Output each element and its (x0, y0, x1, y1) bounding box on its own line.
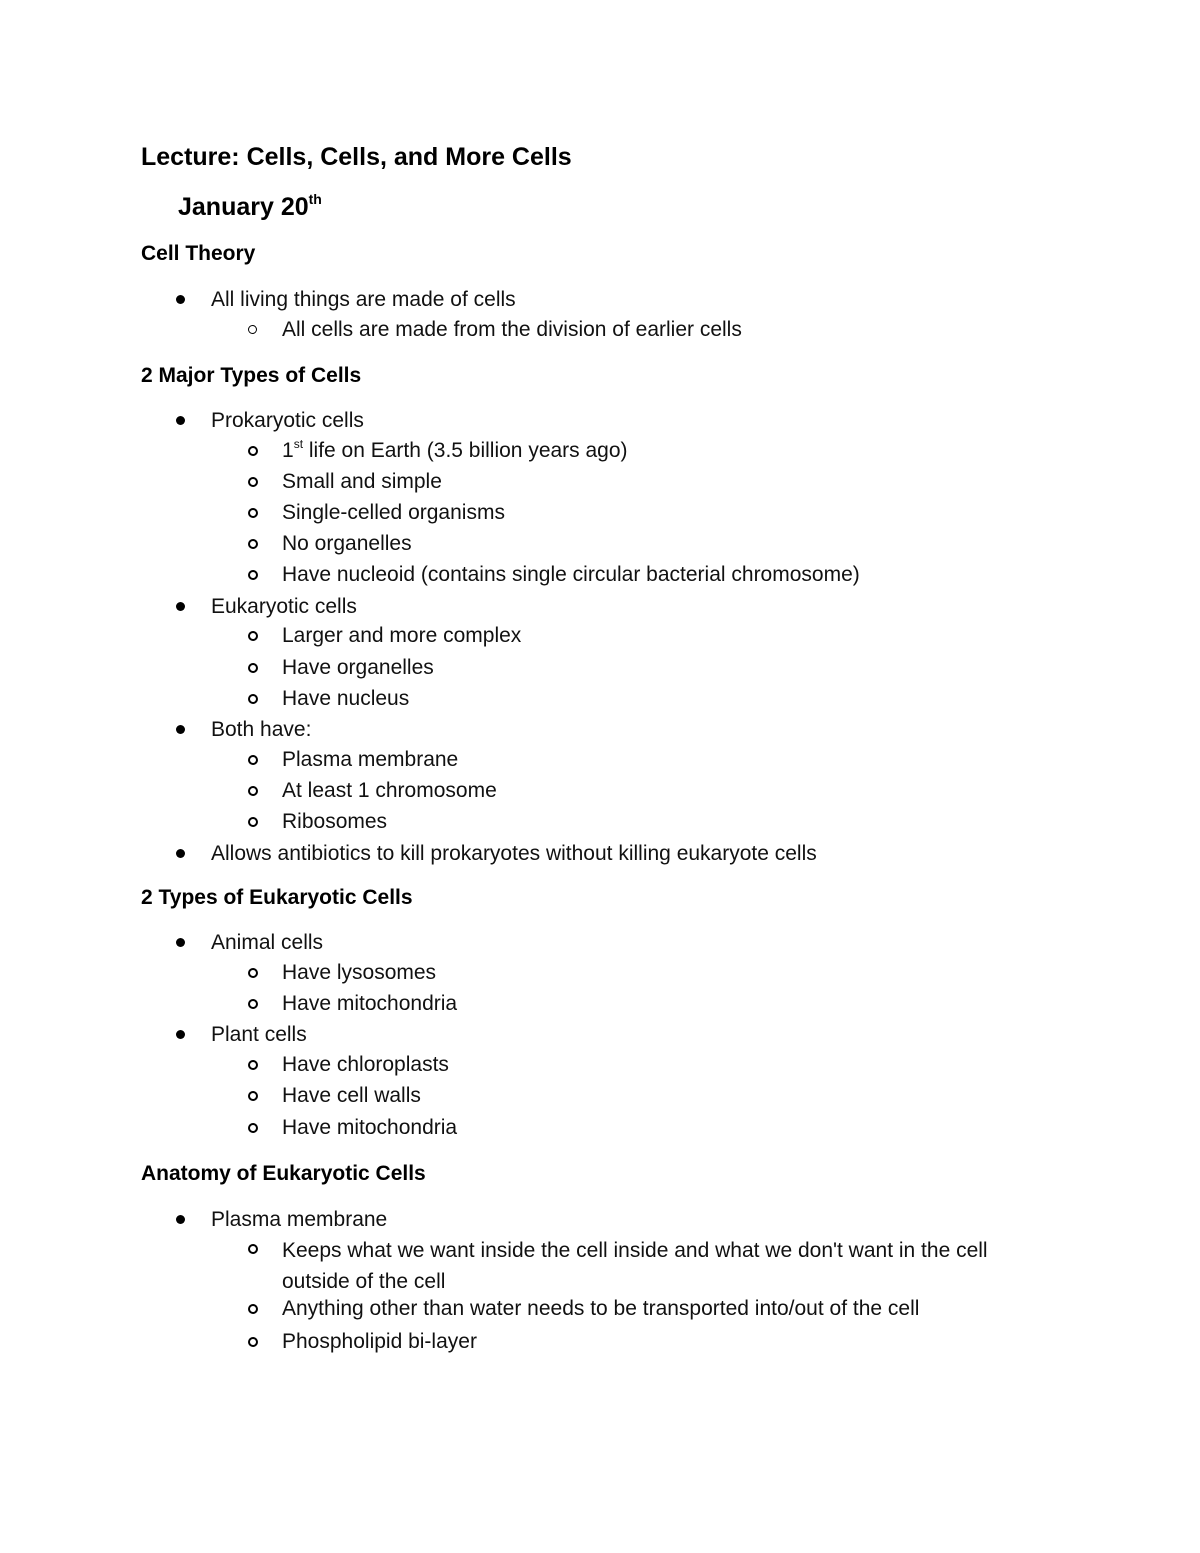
bullet-ring-icon (248, 1091, 258, 1101)
list-item: Small and simple (282, 468, 442, 496)
bullet-ring-icon (248, 508, 258, 518)
list-item: Both have: (211, 716, 311, 744)
bullet-ring-icon (248, 446, 258, 456)
bullet-dot-icon (176, 1215, 185, 1224)
bullet-dot-icon (176, 602, 185, 611)
list-item: Animal cells (211, 929, 323, 957)
bullet-dot-icon (176, 295, 185, 304)
bullet-ring-icon (248, 968, 258, 978)
list-item: At least 1 chromosome (282, 777, 497, 805)
date-text: January 20 (178, 193, 309, 221)
bullet-dot-icon (176, 938, 185, 947)
bullet-dot-icon (176, 849, 185, 858)
list-item: Have lysosomes (282, 959, 436, 987)
list-item: 1st life on Earth (3.5 billion years ago) (282, 437, 628, 467)
list-item: Have cell walls (282, 1082, 421, 1110)
heading-eukaryotic-types: 2 Types of Eukaryotic Cells (141, 886, 413, 909)
bullet-dot-icon (176, 416, 185, 425)
bullet-ring-icon (248, 663, 258, 673)
list-item: Plant cells (211, 1021, 307, 1049)
list-item: Allows antibiotics to kill prokaryotes without killing eukaryote cells (211, 840, 817, 868)
list-item: Have chloroplasts (282, 1051, 449, 1079)
list-item: Single-celled organisms (282, 499, 505, 527)
bullet-ring-icon (248, 1337, 258, 1347)
bullet-ring-icon (248, 786, 258, 796)
bullet-ring-icon (248, 1244, 258, 1254)
list-item: All living things are made of cells (211, 286, 516, 314)
list-item: No organelles (282, 530, 412, 558)
bullet-dot-icon (176, 725, 185, 734)
list-item: Prokaryotic cells (211, 407, 364, 435)
list-item: Plasma membrane (282, 746, 458, 774)
list-item: Have mitochondria (282, 990, 457, 1018)
lecture-date (178, 190, 322, 227)
date-suffix: th (308, 191, 322, 207)
bullet-ring-icon (248, 1123, 258, 1133)
heading-anatomy: Anatomy of Eukaryotic Cells (141, 1162, 426, 1185)
list-item: Have nucleoid (contains single circular bacterial chromosome) (282, 561, 860, 589)
bullet-ring-icon (248, 817, 258, 827)
list-item: Phospholipid bi-layer (282, 1328, 477, 1356)
list-item: All cells are made from the division of earlier cells (282, 316, 742, 344)
list-item: Have organelles (282, 654, 434, 682)
bullet-ring-icon (248, 694, 258, 704)
bullet-ring-icon (248, 1060, 258, 1070)
bullet-ring-icon (248, 477, 258, 487)
heading-major-types: 2 Major Types of Cells (141, 364, 362, 387)
bullet-ring-icon (248, 631, 258, 641)
list-item: Anything other than water needs to be transported into/out of the cell (282, 1295, 919, 1323)
bullet-dot-icon (176, 1030, 185, 1039)
list-item: Larger and more complex (282, 622, 521, 650)
list-item: Ribosomes (282, 808, 387, 836)
bullet-ring-icon (248, 1304, 258, 1314)
bullet-ring-icon (248, 755, 258, 765)
list-item: Keeps what we want inside the cell inside and what we don't want in the cell outside of the cell (282, 1235, 1042, 1297)
list-item: Eukaryotic cells (211, 593, 357, 621)
bullet-ring-icon (248, 570, 258, 580)
lecture-title: Lecture: Cells, Cells, and More Cells (141, 143, 572, 171)
bullet-ring-icon (248, 999, 258, 1009)
bullet-ring-icon (248, 539, 258, 549)
list-item: Have nucleus (282, 685, 409, 713)
list-item: Plasma membrane (211, 1206, 387, 1234)
bullet-ring-icon (248, 325, 257, 334)
list-item: Have mitochondria (282, 1114, 457, 1142)
heading-cell-theory: Cell Theory (141, 242, 256, 265)
